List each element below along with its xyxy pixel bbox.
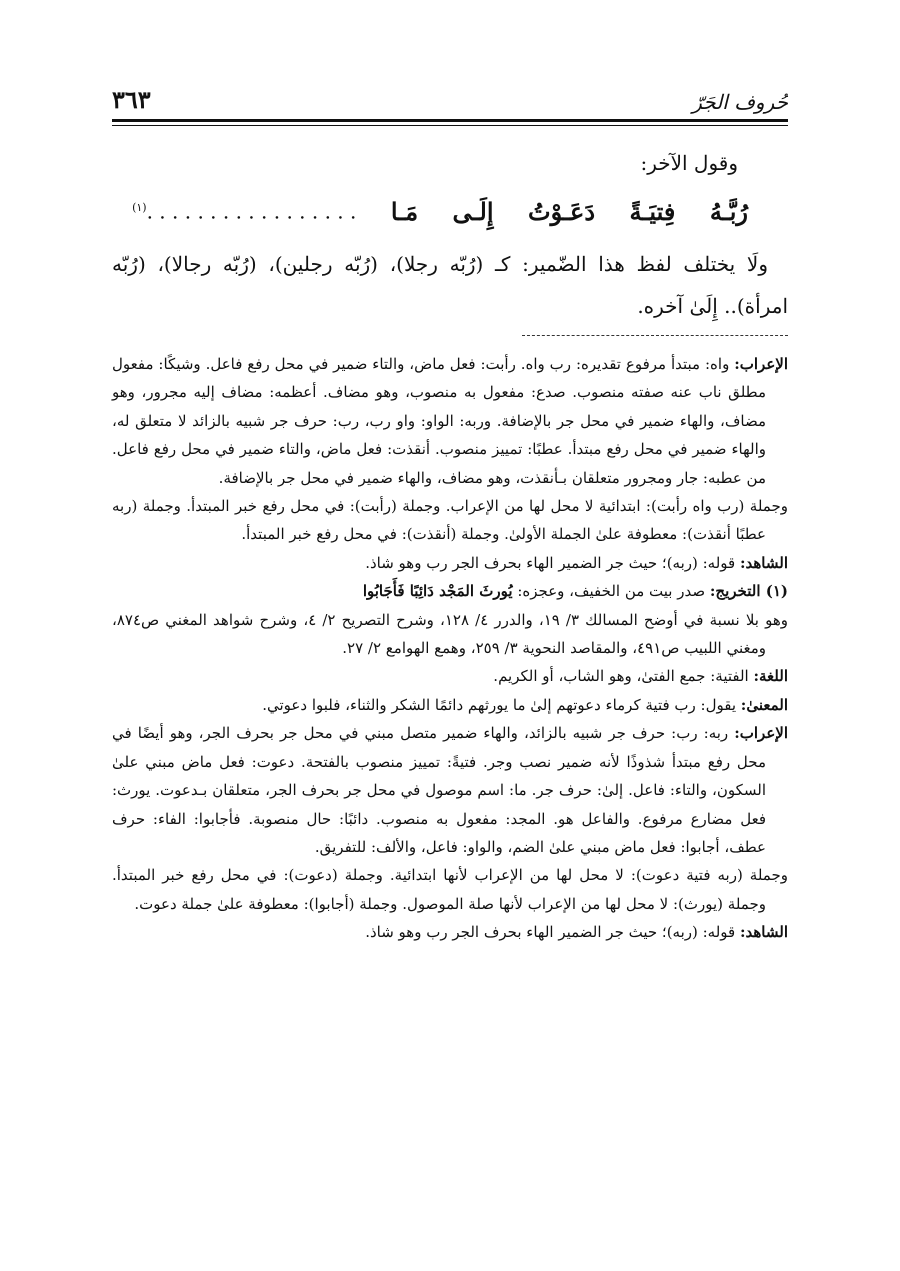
note-lugha: [112, 662, 788, 690]
note-label: الإعراب:: [734, 355, 788, 373]
main-text: [112, 143, 788, 327]
lead-line: وقول الآخر:: [640, 151, 738, 175]
verse-word-3: دَعَـوْتُ: [528, 197, 596, 226]
note-takhrij: [112, 577, 788, 605]
footnotes: [112, 350, 788, 947]
footnote-separator: [522, 335, 788, 336]
note-text: قوله: (ربه)؛ حيث جر الضمير الهاء بحرف الجر رب وهو شاذ.: [365, 553, 740, 572]
page-number: ٣٦٣: [112, 85, 151, 114]
footnote-ref: (١): [132, 201, 147, 215]
ellipsis-text: . . . . . . . . . . . . . . . . .: [146, 200, 357, 224]
note-irab-2: [112, 719, 788, 861]
note-sources: وهو بلا نسبة في أوضح المسالك ٣/ ١٩، والدرر ٤/ ١٢٨، وشرح التصريح ٢/ ٤، وشرح شواهد المغني ص٨٧٤، ومغني اللبيب ص٤٩١، والمقاصد النحوية ٣/ ٢٥٩، وهمع الهوامع ٢/ ٢٧.: [112, 610, 788, 658]
verse-line: [112, 189, 788, 235]
header-rule-thin: [112, 125, 788, 126]
body-paragraph: ولَا يختلف لفظ هذا الضّمير: كـ (رُبّه رجلا)، (رُبّه رجلين)، (رُبّه رجالا)، (رُبّه امرأة).. إِلَىٰ آخره.: [112, 252, 788, 318]
note-text: الفتية: جمع الفتىٰ، وهو الشاب، أو الكريم.: [493, 667, 754, 686]
note-label: المعنىٰ:: [740, 695, 788, 714]
note-label: (١) التخريج:: [709, 582, 788, 601]
note-verse: يُورثَ المَجْد دَائِبًا فَأَجَابُوا: [362, 582, 513, 601]
note-text: قوله: (ربه)؛ حيث جر الضمير الهاء بحرف الجر رب وهو شاذ.: [365, 923, 740, 942]
note-text: صدر بيت من الخفيف، وعجزه:: [512, 582, 710, 601]
note-text: ربه: رب: حرف جر شبيه بالزائد، والهاء ضمير متصل مبني في محل جر بحرف الجر، وهو أيضًا في محل رفع مبتدأ شذوذًا لأنه ضمير نصب وجر. فتيةً: تمييز منصوب بالفتحة. دعوت: فعل ماض مبني علىٰ السكون، والتاء: فاعل. إلىٰ: حرف جر. ما: اسم موصول في محل جر بحرف الجر، متعلقان بـدعوت. يورث: فعل مضارع مرفوع. والفاعل هو. المجد: مفعول به منصوب. دائبًا: حال منصوبة. فأجابوا: الفاء: حرف عطف، أجابوا: فعل ماض مبني علىٰ الضم، والواو: فاعل، والألف: للتفريق.: [112, 724, 766, 856]
header-rule-thick: [112, 119, 788, 122]
note-text: واه: مبتدأ مرفوع تقديره: رب واه. رأبت: فعل ماض، والتاء ضمير في محل رفع فاعل. وشيكًا: مفعول مطلق ناب عنه صفته منصوب. صدع: مفعول به منصوب، وهو مضاف. أعظمه: مضاف إليه مجرور، وهو مضاف، والهاء ضمير في محل جر بالإضافة. وربه: الواو: واو رب، رب: حرف جر شبيه بالزائد لا متعلق له، والهاء ضمير في محل رفع مبتدأ. عطبًا: تمييز منصوب. أنقذت: فعل ماض، والتاء ضمير في محل رفع فاعل. من عطبه: جار ومجرور متعلقان بـأنقذت، وهو مضاف، والهاء ضمير في محل جر بالإضافة.: [112, 355, 766, 487]
note-irab-1: [112, 350, 788, 492]
verse-word-1: رُبَّـهُ: [709, 197, 748, 226]
note-maana: [112, 691, 788, 719]
verse-word-5: مَـا: [390, 197, 419, 226]
note-jumla-1: وجملة (رب واه رأبت): ابتدائية لا محل لها من الإعراب. وجملة (رأبت): في محل رفع خبر المبتدأ. وجملة (ربه عطبًا أنقذت): معطوفة علىٰ الجملة الأولىٰ. وجملة (أنقذت): في محل رفع خبر المبتدأ.: [112, 497, 788, 544]
note-label: الشاهد:: [739, 923, 788, 942]
verse-ellipsis: [132, 185, 356, 235]
note-label: الإعراب:: [734, 724, 788, 743]
page-header: [112, 80, 788, 114]
note-jumla-2: وجملة (ربه فتية دعوت): لا محل لها من الإعراب لأنها ابتدائية. وجملة (دعوت): في محل رفع خبر المبتدأ. وجملة (يورث): لا محل لها من الإعراب لأنها صلة الموصول. وجملة (أجابوا): معطوفة علىٰ جملة دعوت.: [112, 866, 788, 913]
note-label: الشاهد:: [739, 553, 788, 572]
note-shahid-1: [112, 549, 788, 577]
verse-word-4: إِلَـى: [452, 197, 494, 226]
note-label: اللغة:: [753, 667, 788, 686]
note-text: يقول: رب فتية كرماء دعوتهم إلىٰ ما يورثهم دائمًا الشكر والثناء، فلبوا دعوتي.: [262, 695, 741, 714]
running-title: حُروف الجَرّ: [692, 90, 788, 114]
note-shahid-2: [112, 918, 788, 946]
verse-word-2: فِتيَـةً: [629, 197, 676, 226]
